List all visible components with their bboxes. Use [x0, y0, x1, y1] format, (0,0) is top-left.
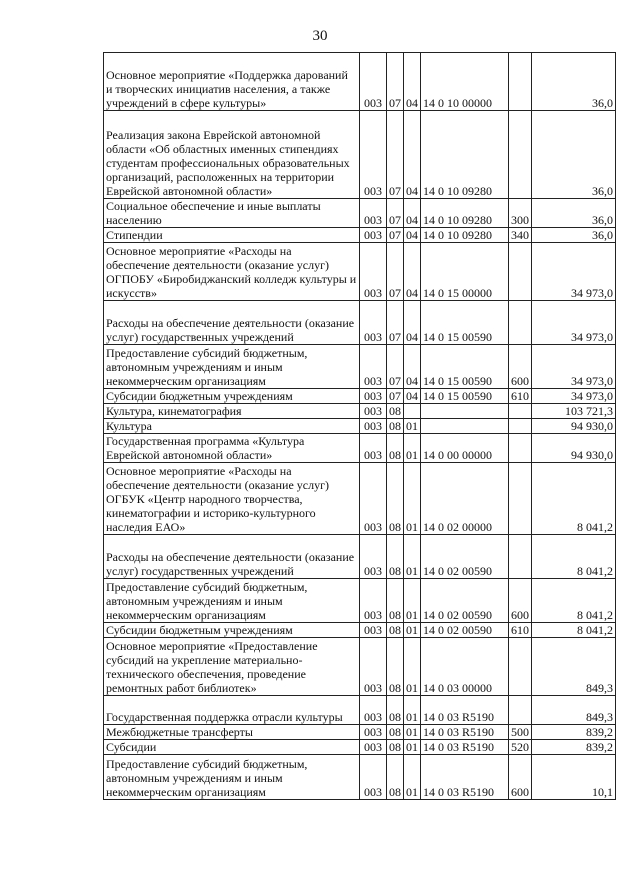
- row-ministry-code: 003: [360, 301, 387, 345]
- table-row: [104, 345, 616, 389]
- row-target-article: 14 0 02 00590: [421, 579, 509, 623]
- row-subsection-code: 01: [404, 535, 421, 579]
- row-name: Предоставление субсидий бюджетным, автономным учреждениям и иным некоммерческим организациям: [104, 579, 360, 623]
- row-ministry-code: 003: [360, 463, 387, 535]
- row-ministry-code: 003: [360, 53, 387, 111]
- row-subsection-code: 01: [404, 623, 421, 638]
- row-amount: 36,0: [532, 53, 616, 111]
- row-ministry-code: 003: [360, 725, 387, 740]
- table-row: [104, 419, 616, 434]
- row-section-code: 07: [387, 243, 404, 301]
- row-expense-type: [509, 111, 532, 199]
- row-target-article: 14 0 15 00590: [421, 301, 509, 345]
- row-name: Основное мероприятие «Предоставление субсидий на укрепление материально-технического обеспечения, проведение ремонтных работ библиотек»: [104, 638, 360, 696]
- budget-table: [103, 52, 616, 800]
- row-section-code: 07: [387, 301, 404, 345]
- row-name: Субсидии бюджетным учреждениям: [104, 623, 360, 638]
- row-name: Культура: [104, 419, 360, 434]
- table-row: [104, 535, 616, 579]
- row-subsection-code: 01: [404, 434, 421, 463]
- row-expense-type: 610: [509, 623, 532, 638]
- row-section-code: 08: [387, 740, 404, 755]
- row-section-code: 08: [387, 419, 404, 434]
- row-target-article: 14 0 03 R5190: [421, 696, 509, 725]
- row-amount: 8 041,2: [532, 463, 616, 535]
- row-expense-type: [509, 404, 532, 419]
- row-ministry-code: 003: [360, 579, 387, 623]
- table-row: [104, 199, 616, 228]
- table-row: [104, 696, 616, 725]
- row-expense-type: 520: [509, 740, 532, 755]
- row-name: Социальное обеспечение и иные выплаты населению: [104, 199, 360, 228]
- row-amount: 849,3: [532, 638, 616, 696]
- page-number: 30: [312, 28, 328, 44]
- row-target-article: 14 0 15 00590: [421, 389, 509, 404]
- row-subsection-code: 01: [404, 755, 421, 800]
- row-amount: 8 041,2: [532, 623, 616, 638]
- row-target-article: 14 0 10 00000: [421, 53, 509, 111]
- row-subsection-code: 04: [404, 389, 421, 404]
- table-row: [104, 228, 616, 243]
- row-name: Государственная программа «Культура Еврейской автономной области»: [104, 434, 360, 463]
- row-name: Основное мероприятие «Поддержка дарований и творческих инициатив населения, а также учреждений в сфере культуры»: [104, 53, 360, 111]
- row-amount: 10,1: [532, 755, 616, 800]
- row-section-code: 08: [387, 434, 404, 463]
- row-ministry-code: 003: [360, 404, 387, 419]
- row-expense-type: 340: [509, 228, 532, 243]
- row-section-code: 08: [387, 725, 404, 740]
- row-target-article: 14 0 15 00590: [421, 345, 509, 389]
- row-subsection-code: 01: [404, 579, 421, 623]
- row-expense-type: [509, 434, 532, 463]
- row-expense-type: 300: [509, 199, 532, 228]
- row-ministry-code: 003: [360, 623, 387, 638]
- row-subsection-code: 04: [404, 111, 421, 199]
- row-section-code: 07: [387, 199, 404, 228]
- row-target-article: 14 0 02 00590: [421, 623, 509, 638]
- row-target-article: 14 0 10 09280: [421, 199, 509, 228]
- row-subsection-code: 04: [404, 199, 421, 228]
- row-section-code: 08: [387, 755, 404, 800]
- row-expense-type: [509, 419, 532, 434]
- table-row: [104, 301, 616, 345]
- row-amount: 849,3: [532, 696, 616, 725]
- row-ministry-code: 003: [360, 638, 387, 696]
- row-name: Реализация закона Еврейской автономной области «Об областных именных стипендиях студентам профессиональных образовательных организаций, расположенных на территории Еврейской автономной области»: [104, 111, 360, 199]
- row-expense-type: 610: [509, 389, 532, 404]
- row-subsection-code: 04: [404, 228, 421, 243]
- row-name: Расходы на обеспечение деятельности (оказание услуг) государственных учреждений: [104, 535, 360, 579]
- row-target-article: 14 0 03 R5190: [421, 725, 509, 740]
- table-row: [104, 404, 616, 419]
- table-row: [104, 638, 616, 696]
- row-section-code: 08: [387, 463, 404, 535]
- row-section-code: 08: [387, 623, 404, 638]
- row-name: Субсидии: [104, 740, 360, 755]
- row-ministry-code: 003: [360, 755, 387, 800]
- row-name: Предоставление субсидий бюджетным, автономным учреждениям и иным некоммерческим организациям: [104, 755, 360, 800]
- row-subsection-code: 01: [404, 740, 421, 755]
- row-expense-type: [509, 696, 532, 725]
- row-ministry-code: 003: [360, 228, 387, 243]
- row-amount: 94 930,0: [532, 434, 616, 463]
- row-target-article: 14 0 10 09280: [421, 228, 509, 243]
- row-ministry-code: 003: [360, 199, 387, 228]
- table-row: [104, 579, 616, 623]
- table-row: [104, 755, 616, 800]
- row-expense-type: [509, 535, 532, 579]
- row-target-article: 14 0 03 00000: [421, 638, 509, 696]
- row-ministry-code: 003: [360, 345, 387, 389]
- table-row: [104, 463, 616, 535]
- row-section-code: 07: [387, 111, 404, 199]
- table-row: [104, 623, 616, 638]
- row-section-code: 08: [387, 579, 404, 623]
- row-section-code: 08: [387, 638, 404, 696]
- row-ministry-code: 003: [360, 740, 387, 755]
- row-section-code: 07: [387, 345, 404, 389]
- row-section-code: 07: [387, 53, 404, 111]
- row-name: Предоставление субсидий бюджетным, автономным учреждениям и иным некоммерческим организациям: [104, 345, 360, 389]
- row-target-article: [421, 404, 509, 419]
- row-amount: 36,0: [532, 228, 616, 243]
- row-subsection-code: 01: [404, 638, 421, 696]
- row-subsection-code: 01: [404, 725, 421, 740]
- table-row: [104, 243, 616, 301]
- row-subsection-code: [404, 404, 421, 419]
- row-subsection-code: 01: [404, 696, 421, 725]
- row-expense-type: 600: [509, 345, 532, 389]
- row-amount: 34 973,0: [532, 389, 616, 404]
- row-expense-type: [509, 301, 532, 345]
- row-section-code: 08: [387, 404, 404, 419]
- row-subsection-code: 04: [404, 53, 421, 111]
- row-subsection-code: 01: [404, 419, 421, 434]
- row-target-article: 14 0 03 R5190: [421, 740, 509, 755]
- row-amount: 36,0: [532, 111, 616, 199]
- row-subsection-code: 04: [404, 345, 421, 389]
- row-ministry-code: 003: [360, 419, 387, 434]
- row-ministry-code: 003: [360, 243, 387, 301]
- row-target-article: 14 0 03 R5190: [421, 755, 509, 800]
- row-amount: 94 930,0: [532, 419, 616, 434]
- row-amount: 36,0: [532, 199, 616, 228]
- row-name: Межбюджетные трансферты: [104, 725, 360, 740]
- row-subsection-code: 01: [404, 463, 421, 535]
- row-expense-type: 500: [509, 725, 532, 740]
- row-target-article: 14 0 10 09280: [421, 111, 509, 199]
- row-amount: 103 721,3: [532, 404, 616, 419]
- row-name: Государственная поддержка отрасли культуры: [104, 696, 360, 725]
- table-row: [104, 111, 616, 199]
- table-row: [104, 740, 616, 755]
- row-ministry-code: 003: [360, 111, 387, 199]
- row-target-article: [421, 419, 509, 434]
- row-amount: 34 973,0: [532, 301, 616, 345]
- row-expense-type: [509, 53, 532, 111]
- table-row: [104, 725, 616, 740]
- table-row: [104, 434, 616, 463]
- row-amount: 34 973,0: [532, 243, 616, 301]
- row-name: Расходы на обеспечение деятельности (оказание услуг) государственных учреждений: [104, 301, 360, 345]
- row-name: Субсидии бюджетным учреждениям: [104, 389, 360, 404]
- row-ministry-code: 003: [360, 389, 387, 404]
- row-subsection-code: 04: [404, 301, 421, 345]
- row-name: Основное мероприятие «Расходы на обеспечение деятельности (оказание услуг) ОГБУК «Центр народного творчества, кинематографии и историко-культурного наследия ЕАО»: [104, 463, 360, 535]
- table-row: [104, 53, 616, 111]
- row-expense-type: [509, 463, 532, 535]
- row-target-article: 14 0 02 00000: [421, 463, 509, 535]
- table-row: [104, 389, 616, 404]
- row-section-code: 07: [387, 228, 404, 243]
- row-amount: 34 973,0: [532, 345, 616, 389]
- row-target-article: 14 0 15 00000: [421, 243, 509, 301]
- row-name: Основное мероприятие «Расходы на обеспечение деятельности (оказание услуг) ОГПОБУ «Биробиджанский колледж культуры и искусств»: [104, 243, 360, 301]
- row-amount: 8 041,2: [532, 535, 616, 579]
- row-name: Культура, кинематография: [104, 404, 360, 419]
- row-target-article: 14 0 02 00590: [421, 535, 509, 579]
- row-section-code: 08: [387, 535, 404, 579]
- row-ministry-code: 003: [360, 535, 387, 579]
- row-section-code: 07: [387, 389, 404, 404]
- row-ministry-code: 003: [360, 696, 387, 725]
- row-expense-type: [509, 638, 532, 696]
- row-ministry-code: 003: [360, 434, 387, 463]
- row-amount: 839,2: [532, 725, 616, 740]
- row-expense-type: [509, 243, 532, 301]
- row-name: Стипендии: [104, 228, 360, 243]
- row-expense-type: 600: [509, 755, 532, 800]
- row-target-article: 14 0 00 00000: [421, 434, 509, 463]
- row-amount: 839,2: [532, 740, 616, 755]
- row-expense-type: 600: [509, 579, 532, 623]
- row-amount: 8 041,2: [532, 579, 616, 623]
- row-subsection-code: 04: [404, 243, 421, 301]
- row-section-code: 08: [387, 696, 404, 725]
